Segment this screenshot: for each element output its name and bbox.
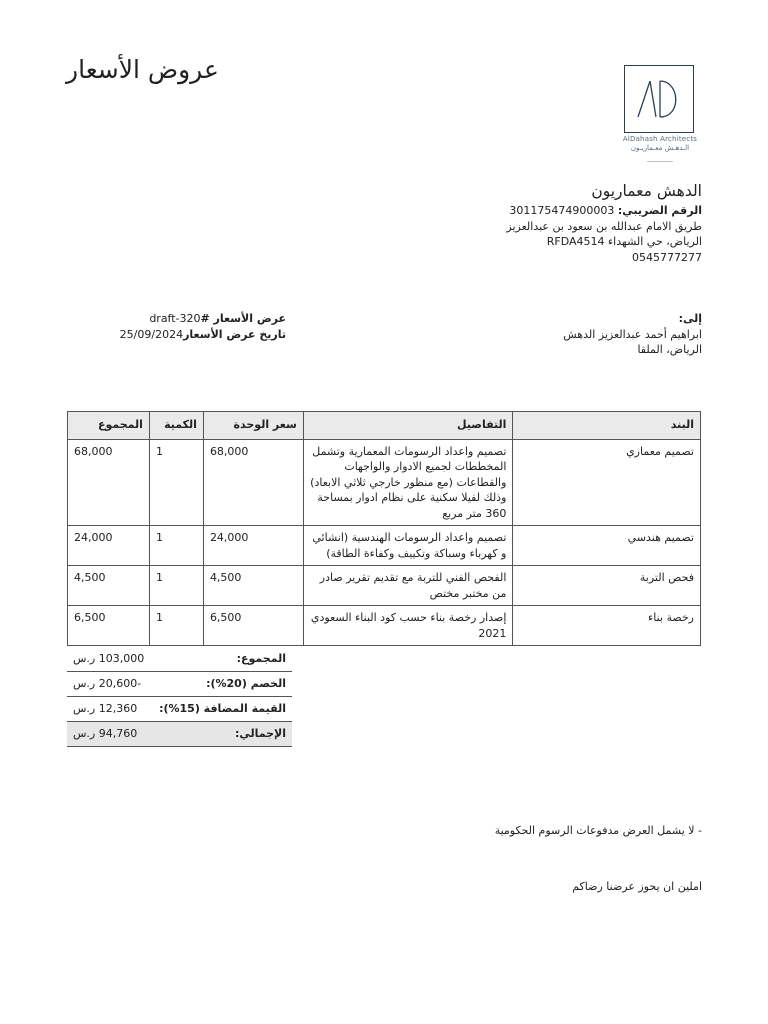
grand-total-value: 94,760 ر.س (67, 722, 150, 747)
company-address-line2: الرياض، حي الشهداء RFDA4514 (546, 235, 702, 248)
row-total: 6,500 (68, 606, 150, 646)
company-address-line1: طريق الامام عبدالله بن سعود بن عبدالعزيز (506, 219, 702, 233)
subtotal-label: المجموع: (150, 647, 292, 672)
tax-row (322, 203, 702, 219)
client-name: ابراهيم أحمد عبدالعزيز الدهش (563, 327, 702, 341)
row-total: 4,500 (68, 566, 150, 606)
row-item: فحص التربة (513, 566, 701, 606)
row-unit-price: 68,000 (203, 439, 303, 526)
row-details: تصميم واعداد الرسومات المعمارية وتشمل المخططات لجميع الادوار والواجهات والقطاعات (مع منظور خارجي ثلاثي الابعاد) وذلك لفيلا سكنية على نظام ادوار بمساحة 360 متر مربع (303, 439, 513, 526)
header-details: التفاصيل (303, 412, 513, 440)
quote-number-label: عرض الأسعار # (200, 312, 286, 325)
row-unit-price: 4,500 (203, 566, 303, 606)
row-total: 68,000 (68, 439, 150, 526)
items-table (67, 411, 701, 646)
vat-label: القيمة المضافة (15%): (150, 697, 292, 722)
table-row (68, 606, 701, 646)
row-item: تصميم هندسي (513, 526, 701, 566)
client-info (402, 311, 702, 358)
quote-date-label: تاريخ عرض الأسعار (183, 327, 286, 341)
logo-text-ar: الـدهـش معـماريـون (630, 144, 690, 152)
row-unit-price: 6,500 (203, 606, 303, 646)
logo-divider (647, 161, 673, 162)
quote-date-row (86, 327, 286, 343)
logo-mark-icon (624, 65, 694, 133)
tax-number: 301175474900003 (509, 204, 615, 217)
row-details: الفحص الفني للتربة مع تقديم تقرير صادر من مختبر مختص (303, 566, 513, 606)
vat-value: 12,360 ر.س (67, 697, 150, 722)
discount-label: الخصم (20%): (150, 672, 292, 697)
row-total: 24,000 (68, 526, 150, 566)
tax-label: الرقم الضريبي: (617, 204, 702, 217)
company-phone: 0545777277 (632, 250, 702, 264)
header-unit-price: سعر الوحدة (203, 412, 303, 440)
header-total: المجموع (68, 412, 150, 440)
quote-number-row (86, 311, 286, 327)
table-row (68, 566, 701, 606)
quote-number: draft-320 (149, 312, 201, 325)
row-unit-price: 24,000 (203, 526, 303, 566)
company-logo (608, 62, 712, 170)
grand-total-label: الإجمالي: (150, 722, 292, 747)
totals-table (67, 647, 292, 747)
note-closing: املين ان يحوز عرضنا رضاكم (572, 880, 702, 893)
row-qty: 1 (149, 439, 203, 526)
row-details: تصميم واعداد الرسومات الهندسية (انشائي و كهرباء وسباكة وتكييف وكفاءة الطاقة) (303, 526, 513, 566)
vat-row (67, 697, 292, 722)
table-row (68, 439, 701, 526)
company-info (322, 180, 702, 265)
table-header-row (68, 412, 701, 440)
note-government-fees: - لا يشمل العرض مدفوعات الرسوم الحكومية (494, 824, 702, 837)
quote-info (86, 311, 286, 342)
quote-date: 25/09/2024 (119, 327, 184, 341)
page-title: عروض الأسعار (66, 55, 219, 84)
discount-row (67, 672, 292, 697)
subtotal-row (67, 647, 292, 672)
row-item: رخصة بناء (513, 606, 701, 646)
row-qty: 1 (149, 566, 203, 606)
discount-value: -20,600 ر.س (67, 672, 150, 697)
row-qty: 1 (149, 606, 203, 646)
table-row (68, 526, 701, 566)
header-item: البند (513, 412, 701, 440)
row-qty: 1 (149, 526, 203, 566)
row-details: إصدار رخصة بناء حسب كود البناء السعودي 2021 (303, 606, 513, 646)
company-name: الدهش معماريون (591, 182, 702, 200)
client-address: الرياض، الملقا (637, 343, 702, 356)
logo-text-en: AlDahash Architects (622, 135, 698, 143)
grand-total-row (67, 722, 292, 747)
to-label: إلى: (678, 312, 702, 325)
row-item: تصميم معماري (513, 439, 701, 526)
header-qty: الكمية (149, 412, 203, 440)
subtotal-value: 103,000 ر.س (67, 647, 150, 672)
